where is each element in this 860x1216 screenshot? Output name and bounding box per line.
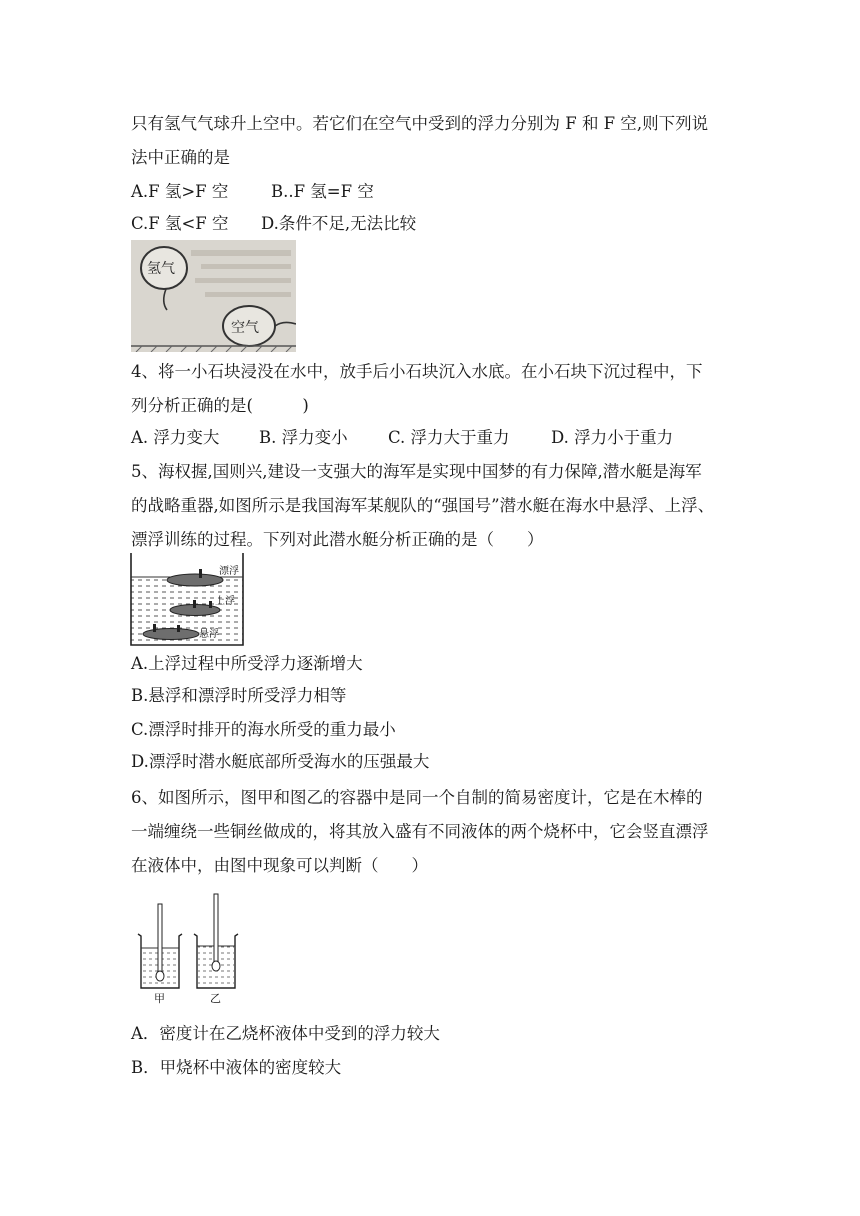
q4-option-a: A. 浮力变大: [131, 428, 220, 447]
hydrogen-label: 氢气: [147, 261, 175, 277]
q6-stem-line-3: 在液体中，由图中现象可以判断（ ）: [131, 856, 428, 875]
q3-option-a: A.F 氢>F 空: [131, 182, 229, 201]
q3-option-d: D.条件不足,无法比较: [261, 214, 417, 233]
rise-label: 上浮: [215, 596, 235, 607]
air-label: 空气: [231, 320, 259, 336]
beaker-yi-label: 乙: [210, 992, 221, 1005]
q5-option-a: A.上浮过程中所受浮力逐渐增大: [131, 654, 363, 673]
q3-stem-line-2: 法中正确的是: [131, 148, 230, 167]
q4-option-d: D. 浮力小于重力: [551, 428, 674, 447]
q4-stem-line-1: 4、将一小石块浸没在水中，放手后小石块沉入水底。在小石块下沉过程中，下: [131, 362, 703, 381]
q5-stem-line-3: 漂浮训练的过程。下列对此潜水艇分析正确的是（ ）: [131, 530, 544, 549]
q5-stem-line-2: 的战略重器,如图所示是我国海军某舰队的“强国号”潜水艇在海水中悬浮、上浮、: [131, 496, 715, 515]
q5-option-d: D.漂浮时潜水艇底部所受海水的压强最大: [131, 752, 430, 771]
balloon-photo: [131, 240, 296, 352]
q4-option-b: B. 浮力变小: [259, 428, 348, 447]
q3-option-c: C.F 氢<F 空: [131, 214, 229, 233]
hydrometer-figure: [136, 890, 248, 1006]
q5-stem-line-1: 5、海权握,国则兴,建设一支强大的海军是实现中国梦的有力保障,潜水艇是海军: [131, 462, 702, 481]
q5-option-c: C.漂浮时排开的海水所受的重力最小: [131, 720, 396, 739]
q4-stem-line-2: 列分析正确的是( ): [131, 396, 309, 415]
q3-stem-line-1: 只有氢气气球升上空中。若它们在空气中受到的浮力分别为 F 和 F 空,则下列说: [131, 114, 709, 133]
q3-option-b: B..F 氢=F 空: [271, 182, 374, 201]
q4-option-c: C. 浮力大于重力: [388, 428, 510, 447]
balloon-figure: [131, 240, 296, 352]
submarine-diagram: [129, 553, 247, 647]
q6-stem-line-2: 一端缠绕一些铜丝做成的，将其放入盛有不同液体的两个烧杯中，它会竖直漂浮: [131, 822, 709, 841]
q6-option-b: B．甲烧杯中液体的密度较大: [131, 1058, 342, 1077]
q6-stem-line-1: 6、如图所示，图甲和图乙的容器中是同一个自制的简易密度计，它是在木棒的: [131, 788, 703, 807]
q5-option-b: B.悬浮和漂浮时所受浮力相等: [131, 686, 347, 705]
q6-option-a: A．密度计在乙烧杯液体中受到的浮力较大: [131, 1024, 440, 1043]
float-label: 漂浮: [219, 566, 239, 577]
hydrometer-diagram: [136, 890, 248, 1006]
beaker-jia-label: 甲: [154, 992, 165, 1005]
submarine-figure: [129, 553, 247, 647]
suspend-label: 悬浮: [199, 629, 219, 640]
